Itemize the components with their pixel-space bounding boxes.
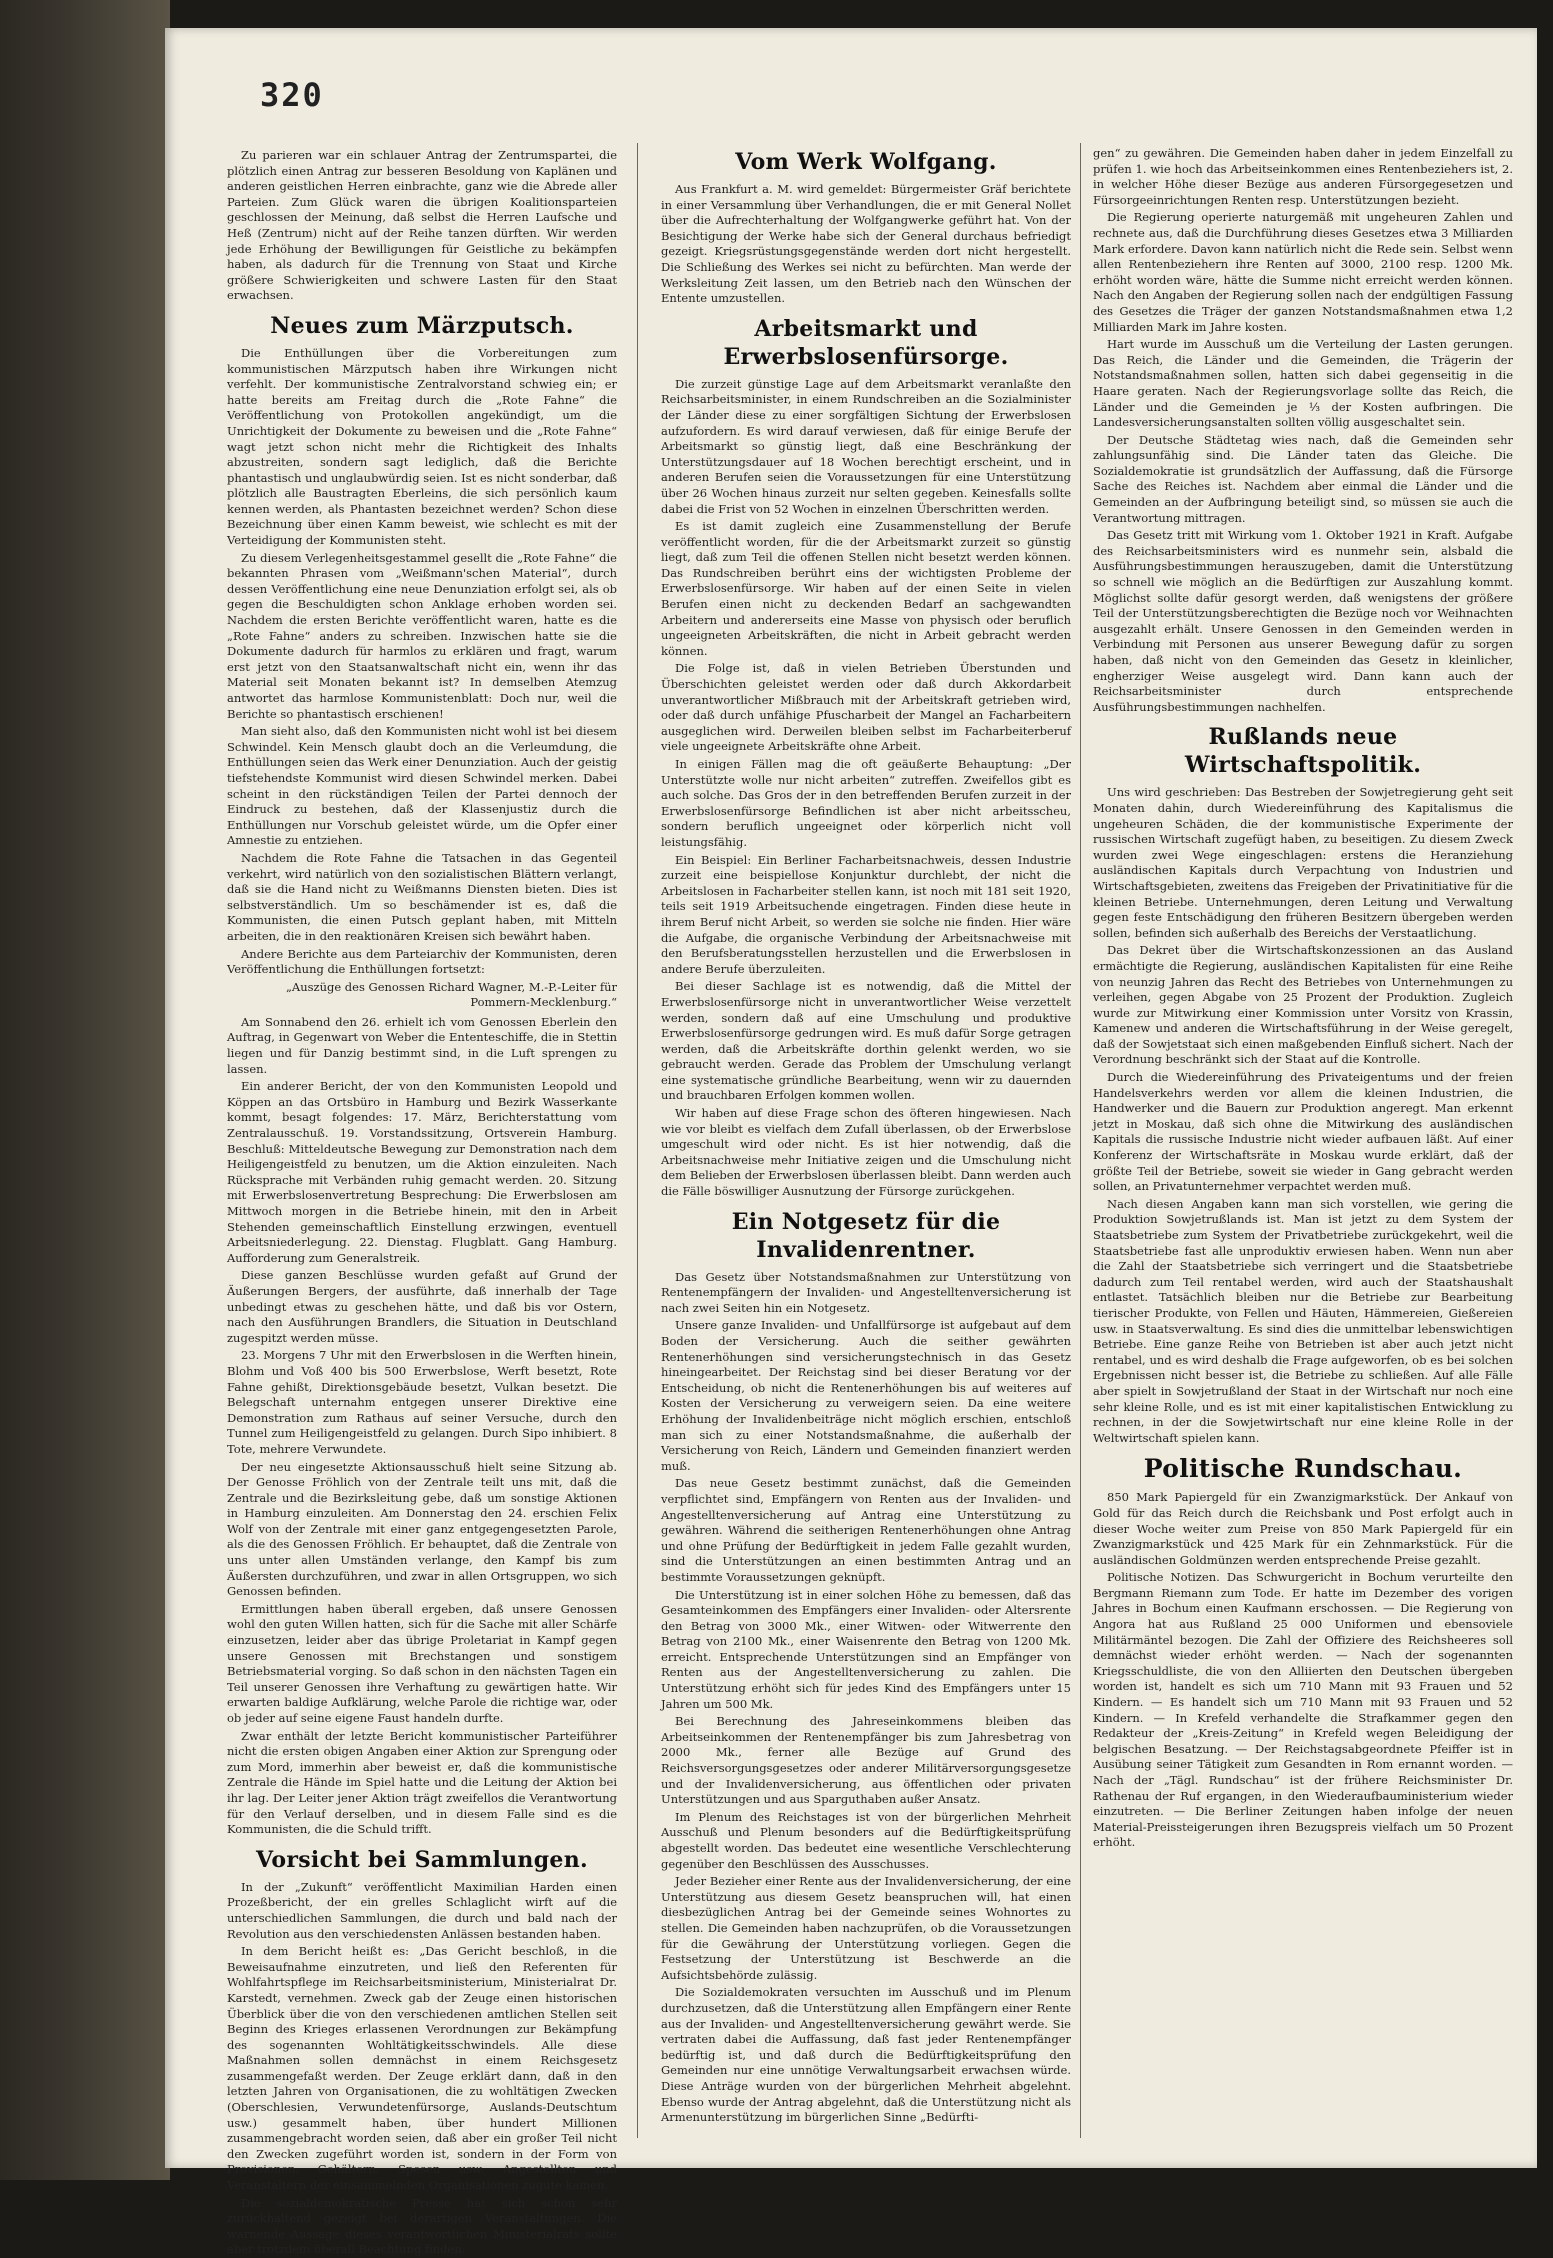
paragraph: Bei dieser Sachlage ist es notwendig, daß die Mittel der Erwerbslosenfürsorge nicht in unverantwortlicher Weise verzettelt werden, sondern daß auf eine Umschulung und produktive Erwerbslosenfürsorge gedrungen wird. Es muß dafür Sorge getragen werden, daß die Arbeitskräfte dorthin gelenkt werden, wo sie gebraucht werden. Gerade das Problem der Umschulung verlangt eine systematische gründliche Bearbeitung, wenn wir zu dauernden und brauchbaren Erfolgen kommen wollen.: [661, 979, 1071, 1103]
paragraph: Andere Berichte aus dem Parteiarchiv der Kommunisten, deren Veröffentlichung die Enthüllungen fortsetzt:: [227, 946, 617, 977]
column-2: [661, 148, 1071, 2138]
paragraph: Wir haben auf diese Frage schon des öfteren hingewiesen. Nach wie vor bleibt es vielfach dem Zufall überlassen, ob der Erwerbslose umgeschult wird oder nicht. Es ist hier notwendig, daß die Arbeitsnachweise mehr Initiative zeigen und die Umschulung nicht dem Belieben der Erwerbslosen überlassen bleibt. Dann werden auch die Fälle böswilliger Ausnutzung der Fürsorge zurückgehen.: [661, 1106, 1071, 1199]
article-title: Ein Notgesetz für die Invalidenrentner.: [731, 1208, 1001, 1263]
column-rule: [637, 143, 638, 2138]
paragraph: Durch die Wiedereinführung des Privateigentums und der freien Handelsverkehrs werden vor allem die kleinen Industrien, die Handwerker und die Bauern zur Produktion angeregt. Man erkennt jetzt in Moskau, daß sich ohne die Mitwirkung des ausländischen Kapitals die russische Industrie nicht wieder aufbauen läßt. Auf einer Konferenz der Wirtschaftsräte in Moskau wurde erklärt, daß der größte Teil der Betriebe, soweit sie wieder in Gang gebracht werden sollen, an Privatunternehmer verpachtet werden muß.: [1093, 1070, 1513, 1194]
paragraph: Die sozialdemokratische Presse hat sich schon sehr zurückhaltend gezeigt bei derartigen Veranstaltungen. Die warnende Aussage dieses verantwortlichen Ministerialrats sollte aber trotzdem überall Beachtung finden.: [227, 2195, 617, 2257]
paragraph: Die Sozialdemokraten versuchten im Ausschuß und im Plenum durchzusetzen, daß die Unterstützung allen Empfängern einer Rente aus der Invaliden- und Angestelltenversicherung gewährt werde. Sie vertraten dabei die Auffassung, daß fast jeder Rentenempfänger bedürftig ist, und daß durch die Bedürftigkeitsprüfung den Gemeinden nur eine unnötige Verwaltungsarbeit erwachsen würde. Diese Anträge wurden von der bürgerlichen Mehrheit abgelehnt. Ebenso wurde der Antrag abgelehnt, daß die Unterstützung nicht als Armenunterstützung im bürgerlichen Sinne „Bedürfti-: [661, 1985, 1071, 2125]
article-title: Politische Rundschau.: [1143, 1454, 1463, 1484]
paragraph: Ein anderer Bericht, der von den Kommunisten Leopold und Köppen an das Ortsbüro in Hamburg und Bezirk Wasserkante kommt, besagt folgendes: 17. März, Berichterstattung vom Zentralausschuß. 19. Vorstandssitzung, Ortsverein Hamburg. Beschluß: Mitteldeutsche Bewegung zur Demonstration nach dem Heiligengeistfeld zu benutzen, um die Aktion einzuleiten. Nach Rücksprache mit Verbänden ruhig gemacht werden. 20. Sitzung mit Erwerbslosenvertretung Besprechung: Die Erwerbslosen am Mittwoch morgen in die Betriebe hinein, mit den in Arbeit Stehenden gemeinschaftlich Einstellung erzwingen, eventuell Arbeitsniederlegung. 22. Dienstag. Flugblatt. Gang Hamburg. Aufforderung zum Generalstreik.: [227, 1079, 617, 1265]
article-title: Vom Werk Wolfgang.: [735, 149, 997, 175]
page-number: 320: [260, 76, 324, 114]
paragraph: Bei Berechnung des Jahreseinkommens bleiben das Arbeitseinkommen der Rentenempfänger bis zum Jahresbetrag von 2000 Mk., ferner alle Bezüge auf Grund des Reichsversorgungsgesetzes oder anderer Militärversorgungsgesetze und der Invalidenversicherung, aus öffentlichen oder privaten Unterstützungen und aus Sparguthaben außer Ansatz.: [661, 1714, 1071, 1807]
paragraph: Zu parieren war ein schlauer Antrag der Zentrumspartei, die plötzlich einen Antrag zur besseren Besoldung von Kaplänen und anderen geistlichen Herren einbrachte, ganz wie die Abrede aller Parteien. Zum Glück waren die übrigen Koalitionsparteien geschlossen der Meinung, daß selbst die Herren Laufsche und Heß (Zentrum) nicht auf der Reihe tanzen dürften. Wir werden jede Erhöhung der Bewilligungen für Geistliche zu bekämpfen haben, als dadurch für die Trennung von Staat und Kirche größere Schwierigkeiten und schwere Lasten für den Staat erwachsen.: [227, 148, 617, 303]
article-body: [227, 1880, 617, 2258]
paragraph: Die zurzeit günstige Lage auf dem Arbeitsmarkt veranlaßte den Reichsarbeitsminister, in einem Rundschreiben an die Sozialminister der Länder diese zu einer sorgfältigen Sichtung der Erwerbslosen aufzufordern. Es wird darauf verwiesen, daß für einige Berufe der Arbeitsmarkt so günstig liegt, daß eine Beschränkung der Unterstützungsdauer auf 18 Wochen berechtigt erscheint, und in anderen Berufen seien die Voraussetzungen für eine Unterstützung über 26 Wochen hinaus zurzeit nur selten gegeben. Keinesfalls sollte dabei die Frist von 52 Wochen in einzelnen Überschritten werden.: [661, 376, 1071, 516]
paragraph: Das neue Gesetz bestimmt zunächst, daß die Gemeinden verpflichtet sind, Empfängern von Renten aus der Invaliden- und Angestelltenversicherung auf Antrag eine Unterstützung zu gewähren. Während die seitherigen Rentenerhöhungen ohne Antrag und ohne Prüfung der Bedürftigkeit in jedem Falle gezahlt wurden, sind die Unterstützungen an einen bestimmten Antrag und an bestimmte Voraussetzungen geknüpft.: [661, 1476, 1071, 1584]
paragraph: Der neu eingesetzte Aktionsausschuß hielt seine Sitzung ab. Der Genosse Fröhlich von der Zentrale teilt uns mit, daß die Zentrale und die Bezirksleitung gebe, daß um sonstige Aktionen in Hamburg einzuleiten. Am Donnerstag den 24. erschien Felix Wolf von der Zentrale mit einer ganz entgegengesetzten Parole, als die des Genossen Fröhlich. Er behauptet, daß die Zentrale von uns unter allen Umständen verlange, den Kampf bis zum Äußersten durchzuführen, und zwar in allen Ortsgruppen, wo sich Genossen befinden.: [227, 1459, 617, 1599]
article-body: [227, 346, 617, 1838]
paragraph: 23. Morgens 7 Uhr mit den Erwerbslosen in die Werften hinein, Blohm und Voß 400 bis 500 Erwerbslose, Werft besetzt, Rote Fahne gehißt, Direktionsgebäude besetzt, Vulkan besetzt. Die Belegschaft unternahm entgegen unserer Direktive eine Demonstration zum Rathaus auf seiner Versuche, durch den Tunnel zum Heiligengeistfeld zu gelangen. Durch Sipo inhibiert. 8 Tote, mehrere Verwundete.: [227, 1348, 617, 1456]
paragraph: Diese ganzen Beschlüsse wurden gefaßt auf Grund der Äußerungen Bergers, der ausführte, daß innerhalb der Tage unbedingt etwas zu geschehen hätte, und daß bis vor Ostern, nach den Ausführungen Brandlers, die Situation in Deutschland zugespitzt werden müsse.: [227, 1268, 617, 1345]
continued-text: [1093, 146, 1513, 715]
paragraph: In einigen Fällen mag die oft geäußerte Behauptung: „Der Unterstützte wolle nur nicht arbeiten“ zutreffen. Zweifellos gibt es auch solche. Das Gros der in den betreffenden Berufen zurzeit in der Erwerbslosenfürsorge Befindlichen ist aber nicht arbeitsscheu, sondern beruflich ungeeignet oder körperlich nicht voll leistungsfähig.: [661, 757, 1071, 849]
paragraph: In dem Bericht heißt es: „Das Gericht beschloß, in die Beweisaufnahme einzutreten, und ließ den Referenten für Wohlfahrtspflege im Reichsarbeitsministerium, Ministerialrat Dr. Karstedt, vernehmen. Zweck gab der Zeuge einen historischen Überblick über die von den verschiedenen amtlichen Stellen seit Beginn des Krieges erlassenen Verordnungen zur Bekämpfung des sogenannten Wohltätigkeitsschwindels. Alle diese Maßnahmen sollen demnächst in einem Reichsgesetz zusammengefaßt werden. Der Zeuge erklärt dann, daß in den letzten Jahren von Organisationen, die zu wohltätigen Zwecken (Oberschlesien, Verwundetenfürsorge, Auslands-Deutschtum usw.) gesammelt haben, über hundert Millionen zusammengebracht worden seien, daß aber ein großer Teil nicht den Zwecken zugeführt worden ist, sondern in der Form von Provisionen, Gehältern, Spesen usw. Angestellten und Veranstaltern der einsammelnden Organisationen zugute kamen.: [227, 1944, 617, 2193]
article-body: [661, 377, 1071, 1200]
article-body: [661, 1270, 1071, 2126]
paragraph: Zu diesem Verlegenheitsgestammel gesellt die „Rote Fahne“ die bekannten Phrasen vom „Weißmann'schen Material“, durch dessen Veröffentlichung eine neue Denunziation erfolgt sei, als ob gegen die Beschuldigten schon Anklage erhoben worden sei. Nachdem die ersten Berichte veröffentlicht waren, hatte es die „Rote Fahne“ anders zu schreiben. Inzwischen hatte sie die Dokumente dadurch für harmlos zu erklären und fragt, warum erst jetzt von den Staatsanwaltschaft nicht ein, wenn ihr das Material seit Monaten bekannt ist? In demselben Atemzug antwortet das harmlose Kommunistenblatt: Doch nur, weil die Berichte so phantastisch erschienen!: [227, 550, 617, 721]
paragraph: Ein Beispiel: Ein Berliner Facharbeitsnachweis, dessen Industrie zurzeit eine beispiellose Konjunktur durchlebt, der nicht die Arbeitslosen in Facharbeiter stellen kann, ist noch mit 181 seit 1920, teils seit 1919 Arbeitsuchende eingetragen. Finden diese heute in ihrem Beruf nicht Arbeit, so werden sie solche nie finden. Hier wäre die Aufgabe, die organische Verbindung der Arbeitsnachweise mit den Berufsberatungsstellen herzustellen und die Erwerbslosen in andere Berufe überzuleiten.: [661, 852, 1071, 976]
paragraph: Es ist damit zugleich eine Zusammenstellung der Berufe veröffentlicht worden, für die der Arbeitsmarkt zurzeit so günstig liegt, daß zum Teil die offenen Stellen nicht besetzt werden können. Das Rundschreiben berührt eins der wichtigsten Probleme der Erwerbslosenfürsorge. Wir haben auf der einen Seite in vielen Berufen einen nicht zu deckenden Bedarf an sachgewandten Arbeitern und andererseits eine Masse von physisch oder beruflich ungeeigneten Arbeitskräften, die nicht in Arbeit gebracht werden können.: [661, 519, 1071, 658]
paragraph: Am Sonnabend den 26. erhielt ich vom Genossen Eberlein den Auftrag, in Gegenwart von Weber die Ententeschiffe, die in Stettin liegen und für Danzig bestimmt sind, in die Luft sprengen zu lassen.: [227, 1014, 617, 1076]
paragraph: Im Plenum des Reichstages ist von der bürgerlichen Mehrheit Ausschuß und Plenum besonders auf die Bedürftigkeitsprüfung abgestellt worden. Das bedeutet eine wesentliche Verschlechterung gegenüber den Beschlüssen des Ausschusses.: [661, 1809, 1071, 1871]
article-signature: „Auszüge des Genossen Richard Wagner, M.-P.-Leiter für Pommern-Mecklenburg.“: [285, 979, 617, 1010]
paragraph: Man sieht also, daß den Kommunisten nicht wohl ist bei diesem Schwindel. Kein Mensch glaubt doch an die Verleumdung, die Enthüllungen seien das Werk einer Denunziation. Auch der geistig tiefstehendste Kommunist wird diesen Schwindel merken. Dabei scheint in den rückständigen Teilen der Partei dennoch der Eindruck zu bestehen, daß der Klassenjustiz durch die Enthüllungen nur Vorschub geleistet würde, um die Opfer einer Amnestie zu entziehen.: [227, 724, 617, 848]
article-body: [1093, 785, 1513, 1446]
article-body: [661, 182, 1071, 307]
paragraph: Jeder Bezieher einer Rente aus der Invalidenversicherung, der eine Unterstützung aus diesem Gesetz beanspruchen will, hat einen diesbezüglichen Antrag bei der Gemeinde seines Wohnortes zu stellen. Die Gemeinden haben nachzuprüfen, ob die Voraussetzungen für die Gewährung der Unterstützung vorliegen. Gegen die Festsetzung der Unterstützung ist Beschwerde an die Aufsichtsbehörde zulässig.: [661, 1874, 1071, 1982]
article-title: Arbeitsmarkt und Erwerbslosenfürsorge.: [723, 315, 1009, 370]
paragraph: Nachdem die Rote Fahne die Tatsachen in das Gegenteil verkehrt, wird natürlich von den sozialistischen Blättern verlangt, daß sie die Hand nicht zu Weißmanns Diensten bieten. Dies ist selbstverständlich. Um so beschämender ist es, daß die Kommunisten, die einen Putsch geplant haben, mit Mitteln arbeiten, die in den reaktionären Kreisen sich bewährt haben.: [227, 850, 617, 943]
paragraph: In der „Zukunft“ veröffentlicht Maximilian Harden einen Prozeßbericht, der ein grelles Schlaglicht wirft auf die unterschiedlichen Sammlungen, die durch und bald nach der Revolution aus den verschiedensten Anlässen bestanden haben.: [227, 1879, 617, 1941]
intro-text: [227, 148, 617, 304]
paragraph: Die Folge ist, daß in vielen Betrieben Überstunden und Überschichten geleistet werden oder daß durch Akkordarbeit unverantwortlicher Mißbrauch mit der Arbeitskraft getrieben wird, oder daß durch unfähige Pfuscharbeit der Mangel an Facharbeitern ausgeglichen wird. Derweilen bleiben selbst im Facharbeiterberuf viele ungeeignete Arbeitskräfte ohne Arbeit.: [661, 661, 1071, 754]
paragraph: Unsere ganze Invaliden- und Unfallfürsorge ist aufgebaut auf dem Boden der Versicherung. Auch die seither gewährten Rentenerhöhungen sind versicherungstechnisch in das Gesetz hineingearbeitet. Der Reichstag sind bei dieser Beratung vor der Entscheidung, ob nicht die Rentenerhöhungen bis auf weiteres auf Kosten der Versicherung zu verweigern seien. Da eine weitere Erhöhung der Invalidenbeiträge nicht möglich erschien, entschloß man sich zu einer Notstandsmaßnahme, die außerhalb der Versicherung von Reich, Ländern und Gemeinden finanziert werden muß.: [661, 1318, 1071, 1473]
paragraph: gen“ zu gewähren. Die Gemeinden haben daher in jedem Einzelfall zu prüfen 1. wie hoch das Arbeitseinkommen eines Rentenbeziehers ist, 2. in welcher Höhe dieser Bezüge aus anderen Fürsorgegesetzen und Fürsorgeeinrichtungen Renten resp. Unterstützungen bezieht.: [1093, 146, 1513, 207]
paragraph: Politische Notizen. Das Schwurgericht in Bochum verurteilte den Bergmann Riemann zum Tode. Er hatte im Dezember des vorigen Jahres in Bochum einen Kaufmann erschossen. — Die Regierung von Angora hat aus Rußland 25 000 Uniformen und ebensoviele Militärmäntel bezogen. Die Zahl der Offiziere des Reichsheeres soll demnächst wieder erhöht werden. — Nach der sogenannten Kriegsschuldliste, die von den Alliierten den Deutschen übergeben worden ist, handelt es sich um 710 Mann mit 93 Frauen und 52 Kindern. — Es handelt sich um 710 Mann mit 93 Frauen und 52 Kindern. — In Krefeld verhandelte die Strafkammer gegen den Redakteur der „Kreis-Zeitung“ in Krefeld wegen Beleidigung der belgischen Besatzung. — Der Reichstagsabgeordnete Pfeiffer ist in Ausübung seiner Tätigkeit zum Gesandten in Rom ernannt worden. — Nach der „Tägl. Rundschau“ ist der frühere Reichsminister Dr. Rathenau der Ruf ergangen, in den Wiederaufbauministerium wieder einzutreten. — Die Berliner Zeitungen haben infolge der neuen Material-Preissteigerungen ihren Bezugspreis vielfach um 50 Prozent erhöht.: [1093, 1570, 1513, 1850]
paragraph: Das Dekret über die Wirtschaftskonzessionen an das Ausland ermächtigte die Regierung, ausländischen Kapitalisten für eine Reihe von neunzig Jahren das Recht des Betriebes von Unternehmungen zu verleihen, gegen Abgabe von 25 Prozent der Produktion. Zugleich wurde zur Mitwirkung einer Kommission unter Vorsitz von Krassin, Kamenew und anderen die Wirtschaftsführung in der Weise geregelt, daß der Sowjetstaat sich einen maßgebenden Einfluß sichert. Nach der Verordnung beschränkt sich der Staat auf die Kontrolle.: [1093, 943, 1513, 1067]
column-3: [1093, 146, 1513, 2138]
paragraph: Das Gesetz tritt mit Wirkung vom 1. Oktober 1921 in Kraft. Aufgabe des Reichsarbeitsministers wird es nunmehr sein, alsbald die Ausführungsbestimmungen herauszugeben, damit die Unterstützung so schnell wie möglich an die Bedürftigen zur Auszahlung kommt. Möglichst sollte dafür gesorgt werden, daß wenigstens der größere Teil der Unterstützungsberechtigten die Bezüge noch vor Weihnachten ausgezahlt erhält. Unsere Genossen in den Gemeinden werden in Verbindung mit Personen aus unserer Bewegung dafür zu sorgen haben, daß nicht von den Gemeinden das Gesetz in kleinlicher, engherziger Weise ausgelegt wird. Dann kann auch der Reichsarbeitsminister durch entsprechende Ausführungsbestimmungen nachhelfen.: [1093, 528, 1513, 714]
paragraph: Die Enthüllungen über die Vorbereitungen zum kommunistischen Märzputsch haben ihre Wirkungen nicht verfehlt. Der kommunistische Zentralvorstand schwieg ein; er hatte bereits am Freitag durch die „Rote Fahne“ die Veröffentlichung von Protokollen angekündigt, um die Unrichtigkeit der Dokumente zu beweisen und die „Rote Fahne“ wagt jetzt schon nicht mehr die Richtigkeit des Inhalts abzustreiten, sondern sagt lediglich, daß die Berichte phantastisch und unglaubwürdig seien. Ist es nicht sonderbar, daß plötzlich alle Baustragten Eberleins, die sich persönlich kaum kennen werden, als Phantasten bezeichnet werden? Schon diese Bezeichnung über einen Kamm beweist, wie schlecht es mit der Verteidigung der Kommunisten steht.: [227, 345, 617, 548]
paragraph: Nach diesen Angaben kann man sich vorstellen, wie gering die Produktion Sowjetrußlands ist. Man ist jetzt zu dem System der Staatsbetriebe zum System der Privatbetriebe zurückgekehrt, weil die Staatsbetriebe fast alle unproduktiv erwiesen haben. Wenn nun aber die Zahl der Staatsbetriebe sich verringert und die Staatsbetriebe dadurch zum Teil rentabel werden, wird auch der Staatshaushalt entlastet. Tatsächlich bleiben nur die Betriebe zur Bearbeitung tierischer Produkte, von Fellen und Häuten, Hämmereien, Gießereien usw. in Staatsverwaltung. Es sind dies die unmittelbar lebenswichtigen Betriebe. Eine ganze Reihe von Betrieben ist aber auch jetzt nicht rentabel, und es wird deshalb die Frage aufgeworfen, ob es bei solchen Ergebnissen nicht besser ist, die Betriebe zu schließen. Auf alle Fälle aber spielt in Sowjetrußland der Staat in der Wirtschaft nur noch eine sehr kleine Rolle, und es ist mit einer kapitalistischen Entwicklung zu rechnen, in der die Sowjetwirtschaft nur eine kleine Rolle in der Weltwirtschaft spielen kann.: [1093, 1196, 1513, 1445]
paragraph: Der Deutsche Städtetag wies nach, daß die Gemeinden sehr zahlungsunfähig sind. Die Länder taten das Gleiche. Die Sozialdemokratie ist grundsätzlich der Auffassung, daß die Fürsorge Sache des Reiches ist. Nachdem aber einmal die Länder und die Gemeinden an der Aufbringung beteiligt sind, so müssen sie auch die Verantwortung mittragen.: [1093, 432, 1513, 525]
paragraph: Die Regierung operierte naturgemäß mit ungeheuren Zahlen und rechnete aus, daß die Durchführung dieses Gesetzes etwa 3 Milliarden Mark erfordere. Davon kann natürlich nicht die Rede sein. Selbst wenn allen Rentenbeziehern ihre Renten auf 3000, 2100 resp. 1200 Mk. erhöht worden wäre, hätte die Summe nicht erreicht werden können. Nach den Angaben der Regierung sollen nach der endgültigen Fassung des Gesetzes die Träger der ganzen Notstandsmaßnahmen etwa 1,2 Milliarden Mark im Jahre kosten.: [1093, 210, 1513, 334]
article-title: Neues zum Märzputsch.: [270, 312, 574, 339]
paragraph: Uns wird geschrieben: Das Bestreben der Sowjetregierung geht seit Monaten dahin, durch Wiedereinführung des Kapitalismus die ungeheuren Schäden, die der kommunistische Experimente der russischen Wirtschaft zugefügt haben, zu beseitigen. Zu diesem Zweck wurden zwei Wege eingeschlagen: erstens die Heranziehung ausländischen Kapitals durch Verpachtung von Industrien und Wirtschaftsgebieten, zweitens das Freigeben der Privatinitiative für die kleinen Betriebe. Unternehmungen, deren Leitung und Verwaltung gegen feste Entschädigung den früheren Besitzern übergeben werden sollen, befinden sich außerhalb des Bereichs der Verstaatlichung.: [1093, 785, 1513, 940]
paragraph: Hart wurde im Ausschuß um die Verteilung der Lasten gerungen. Das Reich, die Länder und die Gemeinden, die Trägerin der Notstandsmaßnahmen sollen, hatten sich dabei gegenseitig in die Haare geraten. Nach der Regierungsvorlage sollte das Reich, die Länder und die Gemeinden je ⅓ der Kosten aufbringen. Die Landesversicherungsanstalten sollten völlig ausgeschaltet sein.: [1093, 337, 1513, 430]
article-title: Vorsicht bei Sammlungen.: [256, 1846, 588, 1873]
scan-binding-edge: [0, 0, 170, 2180]
paragraph: Aus Frankfurt a. M. wird gemeldet: Bürgermeister Gräf berichtete in einer Versammlung über Verhandlungen, die er mit General Nollet über die Aufrechterhaltung der Wolfgangwerke geführt hat. Von der Besichtigung der Werke habe sich der General durchaus befriedigt gezeigt. Kriegsrüstungsgegenstände werden dort nicht hergestellt. Die Schließung des Werkes sei nicht zu befürchten. Man werde der Werksleitung Zeit lassen, um den Betrieb nach den Wünschen der Entente umzustellen.: [661, 182, 1071, 306]
column-rule: [1080, 143, 1081, 2138]
paragraph: Die Unterstützung ist in einer solchen Höhe zu bemessen, daß das Gesamteinkommen des Empfängers einer Invaliden- oder Altersrente den Betrag von 3000 Mk., einer Witwen- oder Witwerrente den Betrag von 2100 Mk., einer Waisenrente den Betrag von 1200 Mk. erreicht. Entsprechende Unterstützungen sind an Empfänger von Renten aus der Angestelltenversicherung zu zahlen. Die Unterstützung erhöht sich für jedes Kind des Empfängers unter 15 Jahren um 500 Mk.: [661, 1587, 1071, 1711]
paragraph: 850 Mark Papiergeld für ein Zwanzigmarkstück. Der Ankauf von Gold für das Reich durch die Reichsbank und Post erfolgt auch in dieser Woche weiter zum Preise von 850 Mark Papiergeld für ein Zwanzigmarkstück und 425 Mark für ein Zehnmarkstück. Für die ausländischen Goldmünzen werden entsprechende Preise gezahlt.: [1093, 1490, 1513, 1567]
paragraph: Zwar enthält der letzte Bericht kommunistischer Parteiführer nicht die ersten obigen Angaben einer Aktion zur Sprengung oder zum Mord, immerhin aber beweist er, daß die kommunistische Zentrale die Hände im Spiel hatte und die Leitung der Aktion bei ihr lag. Der Leiter jener Aktion trägt zweifellos die Verantwortung für den Verlauf derselben, und in diesem Falle sind es die Kommunisten, die die Schuld trifft.: [227, 1728, 617, 1837]
column-1: [227, 148, 617, 2257]
article-title: Rußlands neue Wirtschaftspolitik.: [1184, 724, 1422, 779]
paragraph: Ermittlungen haben überall ergeben, daß unsere Genossen wohl den guten Willen hatten, sich für die Sache mit aller Schärfe einzusetzen, leider aber das übrige Proletariat in Kampf gegen unsere Genossen mit Brechstangen und sonstigem Betriebsmaterial vorging. So daß schon in den nächsten Tagen ein Teil unserer Genossen ihre Verhaftung zu gewärtigen hatte. Wir erwarten baldige Aufklärung, welche Parole die richtige war, oder ob jeder auf seine eigene Faust handeln durfte.: [227, 1601, 617, 1725]
article-body: [1093, 1490, 1513, 1851]
paragraph: Das Gesetz über Notstandsmaßnahmen zur Unterstützung von Rentenempfängern der Invaliden- und Angestelltenversicherung ist nach zwei Seiten hin ein Notgesetz.: [661, 1269, 1071, 1315]
newspaper-page: [165, 28, 1537, 2257]
